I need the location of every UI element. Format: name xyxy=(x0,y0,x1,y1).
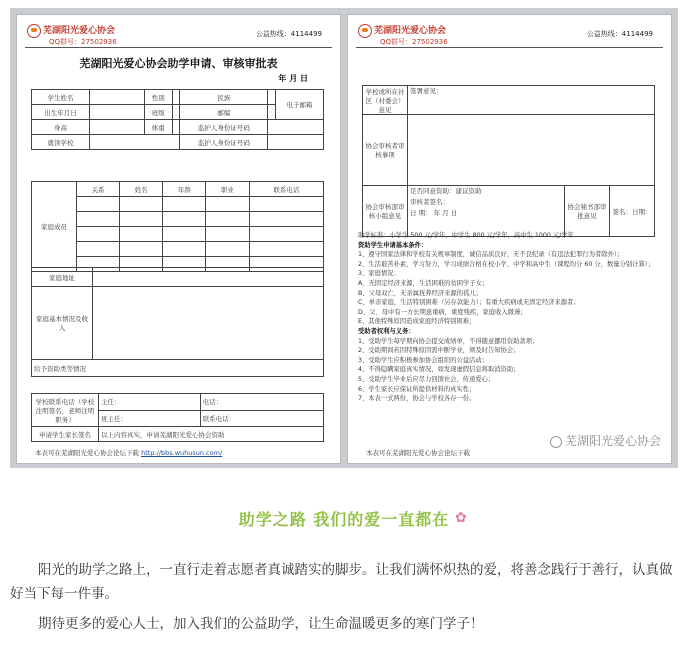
qq-group-number: QQ群号：27502936 xyxy=(49,38,117,46)
duty-item: 1、受助学生每学期向协会提交成绩单，不得随意挪用资助款项； xyxy=(358,337,539,345)
duty-item: 2、受助期间若因特殊原因需中断学业，须及时告知协会； xyxy=(358,347,520,355)
table-cell: 出生年月日 xyxy=(32,105,90,120)
flower-icon: ✿ xyxy=(455,510,467,526)
reason-label: 给予资助类等情况 xyxy=(32,360,324,377)
contact-field: 班主任： xyxy=(99,410,201,427)
condition-item: 2、生活艰苦朴素，学习努力，学习成绩合格在校小学、中学和高中生（课程均分 60 分，数量分别计算）； xyxy=(358,260,655,268)
contact-field: 联系电话： xyxy=(200,410,323,427)
contact-field: 主任： xyxy=(99,394,201,411)
hotline: 公益热线：4114499 xyxy=(255,30,322,38)
article-paragraph: 期待更多的爱心人士，加入我们的公益助学，让生命温暖更多的寒门学子！ xyxy=(38,616,484,632)
association-logo: 芜湖阳光爱心协会 xyxy=(27,23,115,38)
condition-item: A、无固定经济来源，生活困难的贫困学子女； xyxy=(358,279,489,287)
condition-item: E、其他特殊原因造成家庭经济特别困难； xyxy=(358,318,476,326)
condition-item: C、单亲家庭，生活特别困难（另存款能力）；有重大疾病或无固定经济来源者； xyxy=(358,299,580,307)
table-cell: 体重 xyxy=(144,120,172,135)
condition-item: 3、家庭情况： xyxy=(358,270,400,278)
table-header: 年龄 xyxy=(163,182,206,197)
conditions-title: 资助学生申请基本条件： xyxy=(358,241,428,249)
review-items-label: 协会审核者审核事项 xyxy=(363,115,408,186)
subsidy-standard: 助学标准：小学生 500 元/学年，中学生 800 元/学年，高中生 1000 元/学年 xyxy=(358,232,574,239)
table-header: 姓名 xyxy=(120,182,163,197)
duty-item: 5、受助学生毕业后应尽力回馈社会，传递爱心； xyxy=(358,375,495,383)
document-preview-frame xyxy=(10,8,678,468)
duty-item: 7、本表一式两份，协会与学校各存一份。 xyxy=(358,395,476,403)
review-date: 日 期： xyxy=(410,209,432,217)
condition-item: B、父母双亡，无亲属抚养经济来源的孤儿； xyxy=(358,289,482,297)
table-cell: 班级 xyxy=(144,105,172,120)
approval-question: 是否同意资助：建议资助 xyxy=(410,187,482,195)
duty-item: 4、不得隐瞒家庭真实情况，如发现虚假信息将取消资助； xyxy=(358,366,520,374)
review-table: 学校或所在社区（村委会）意见 签署意见： 协会审核者审核事项 协会审核部审核小组意见 是否同意资助：建议资助 审核者签名： 日 期： 年 月 日 协会秘书部审批意见 签名：日期： xyxy=(362,85,655,237)
apply-label: 申请学生家长签名 xyxy=(32,427,99,442)
table-cell: 监护人身份证号码 xyxy=(180,120,268,135)
table-cell: 性别 xyxy=(144,90,172,105)
form-title: 芜湖阳光爱心协会助学申请、审核审批表 xyxy=(79,57,278,70)
basic-situation-label: 家庭基本情况及收入 xyxy=(32,287,93,360)
table-header: 职业 xyxy=(206,182,249,197)
application-form-page-1 xyxy=(16,14,341,464)
hotline: 公益热线：4114499 xyxy=(586,30,653,38)
watermark: 芜湖阳光爱心协会 xyxy=(550,432,661,449)
article-heading: 助学之路 我们的爱一直都在 xyxy=(238,510,450,529)
form-footer: 本表可在芜湖阳光爱心协会论坛下载 http://bbs.wuhusun.com/ xyxy=(35,449,223,457)
contact-field: 电话： xyxy=(200,394,323,411)
header-divider xyxy=(25,47,332,48)
article-paragraph: 阳光的助学之路上，一直行走着志愿者真诚踏实的脚步。让我们满怀炽热的爱，将善念践行于善行，认真做好当下每一件事。 xyxy=(10,562,673,602)
duties-title: 受助者权利与义务： xyxy=(358,327,415,335)
table-cell: 身高 xyxy=(32,120,90,135)
family-detail-table xyxy=(31,267,324,377)
family-table xyxy=(31,181,324,272)
family-label: 家庭成员 xyxy=(32,182,77,272)
qq-group-number: QQ群号：27502936 xyxy=(380,38,448,46)
wechat-icon xyxy=(550,436,562,448)
school-opinion-value: 签署意见： xyxy=(408,86,655,115)
table-cell: 就读学校 xyxy=(32,135,90,150)
secretariat-sign: 签名：日期： xyxy=(610,186,655,237)
forum-link[interactable]: http://bbs.wuhusun.com/ xyxy=(141,449,223,457)
table-cell: 电子邮箱 xyxy=(276,90,324,120)
secretariat-label: 协会秘书部审批意见 xyxy=(565,186,610,237)
address-label: 家庭地址 xyxy=(32,268,93,287)
school-opinion-label: 学校或所在社区（村委会）意见 xyxy=(363,86,408,115)
form-date: 年 月 日 xyxy=(278,74,308,83)
duty-item: 3、受助学生应积极参加协会组织的公益活动； xyxy=(358,356,488,364)
application-form-page-2 xyxy=(347,14,672,464)
table-cell: 监护人身份证号码 xyxy=(180,135,268,150)
table-cell: 邮编 xyxy=(180,105,268,120)
form-footer: 本表可在芜湖阳光爱心协会论坛下载 xyxy=(366,449,470,457)
logo-icon xyxy=(358,24,372,38)
student-info-table xyxy=(31,89,324,150)
header-divider xyxy=(356,47,663,48)
condition-item: D、父、母中有一方长期患重病，重度残疾，家庭收入微薄； xyxy=(358,308,527,316)
table-header: 关系 xyxy=(77,182,120,197)
table-header: 联系电话 xyxy=(249,182,323,197)
notes-section xyxy=(358,231,661,404)
duty-item: 6、学生家长应保证所提供材料的真实性； xyxy=(358,385,476,393)
table-cell: 学生姓名 xyxy=(32,90,90,105)
logo-icon xyxy=(27,24,41,38)
reviewer-sign: 审核者签名： xyxy=(410,198,449,206)
association-logo: 芜湖阳光爱心协会 xyxy=(358,23,446,38)
condition-item: 1、遵守国家法律和学校有关规章制度，诚信品质良好，无不良纪录（有违法犯罪行为者除外）； xyxy=(358,251,624,259)
table-cell: 民族 xyxy=(180,90,268,105)
review-group-label: 协会审核部审核小组意见 xyxy=(363,186,408,237)
contact-label: 学校联系电话（学校注明签名，老师注明职务） xyxy=(32,394,99,427)
school-contact-table xyxy=(31,393,324,442)
apply-text: 以上内容真实，申请芜湖阳光爱心协会资助 xyxy=(99,427,324,442)
